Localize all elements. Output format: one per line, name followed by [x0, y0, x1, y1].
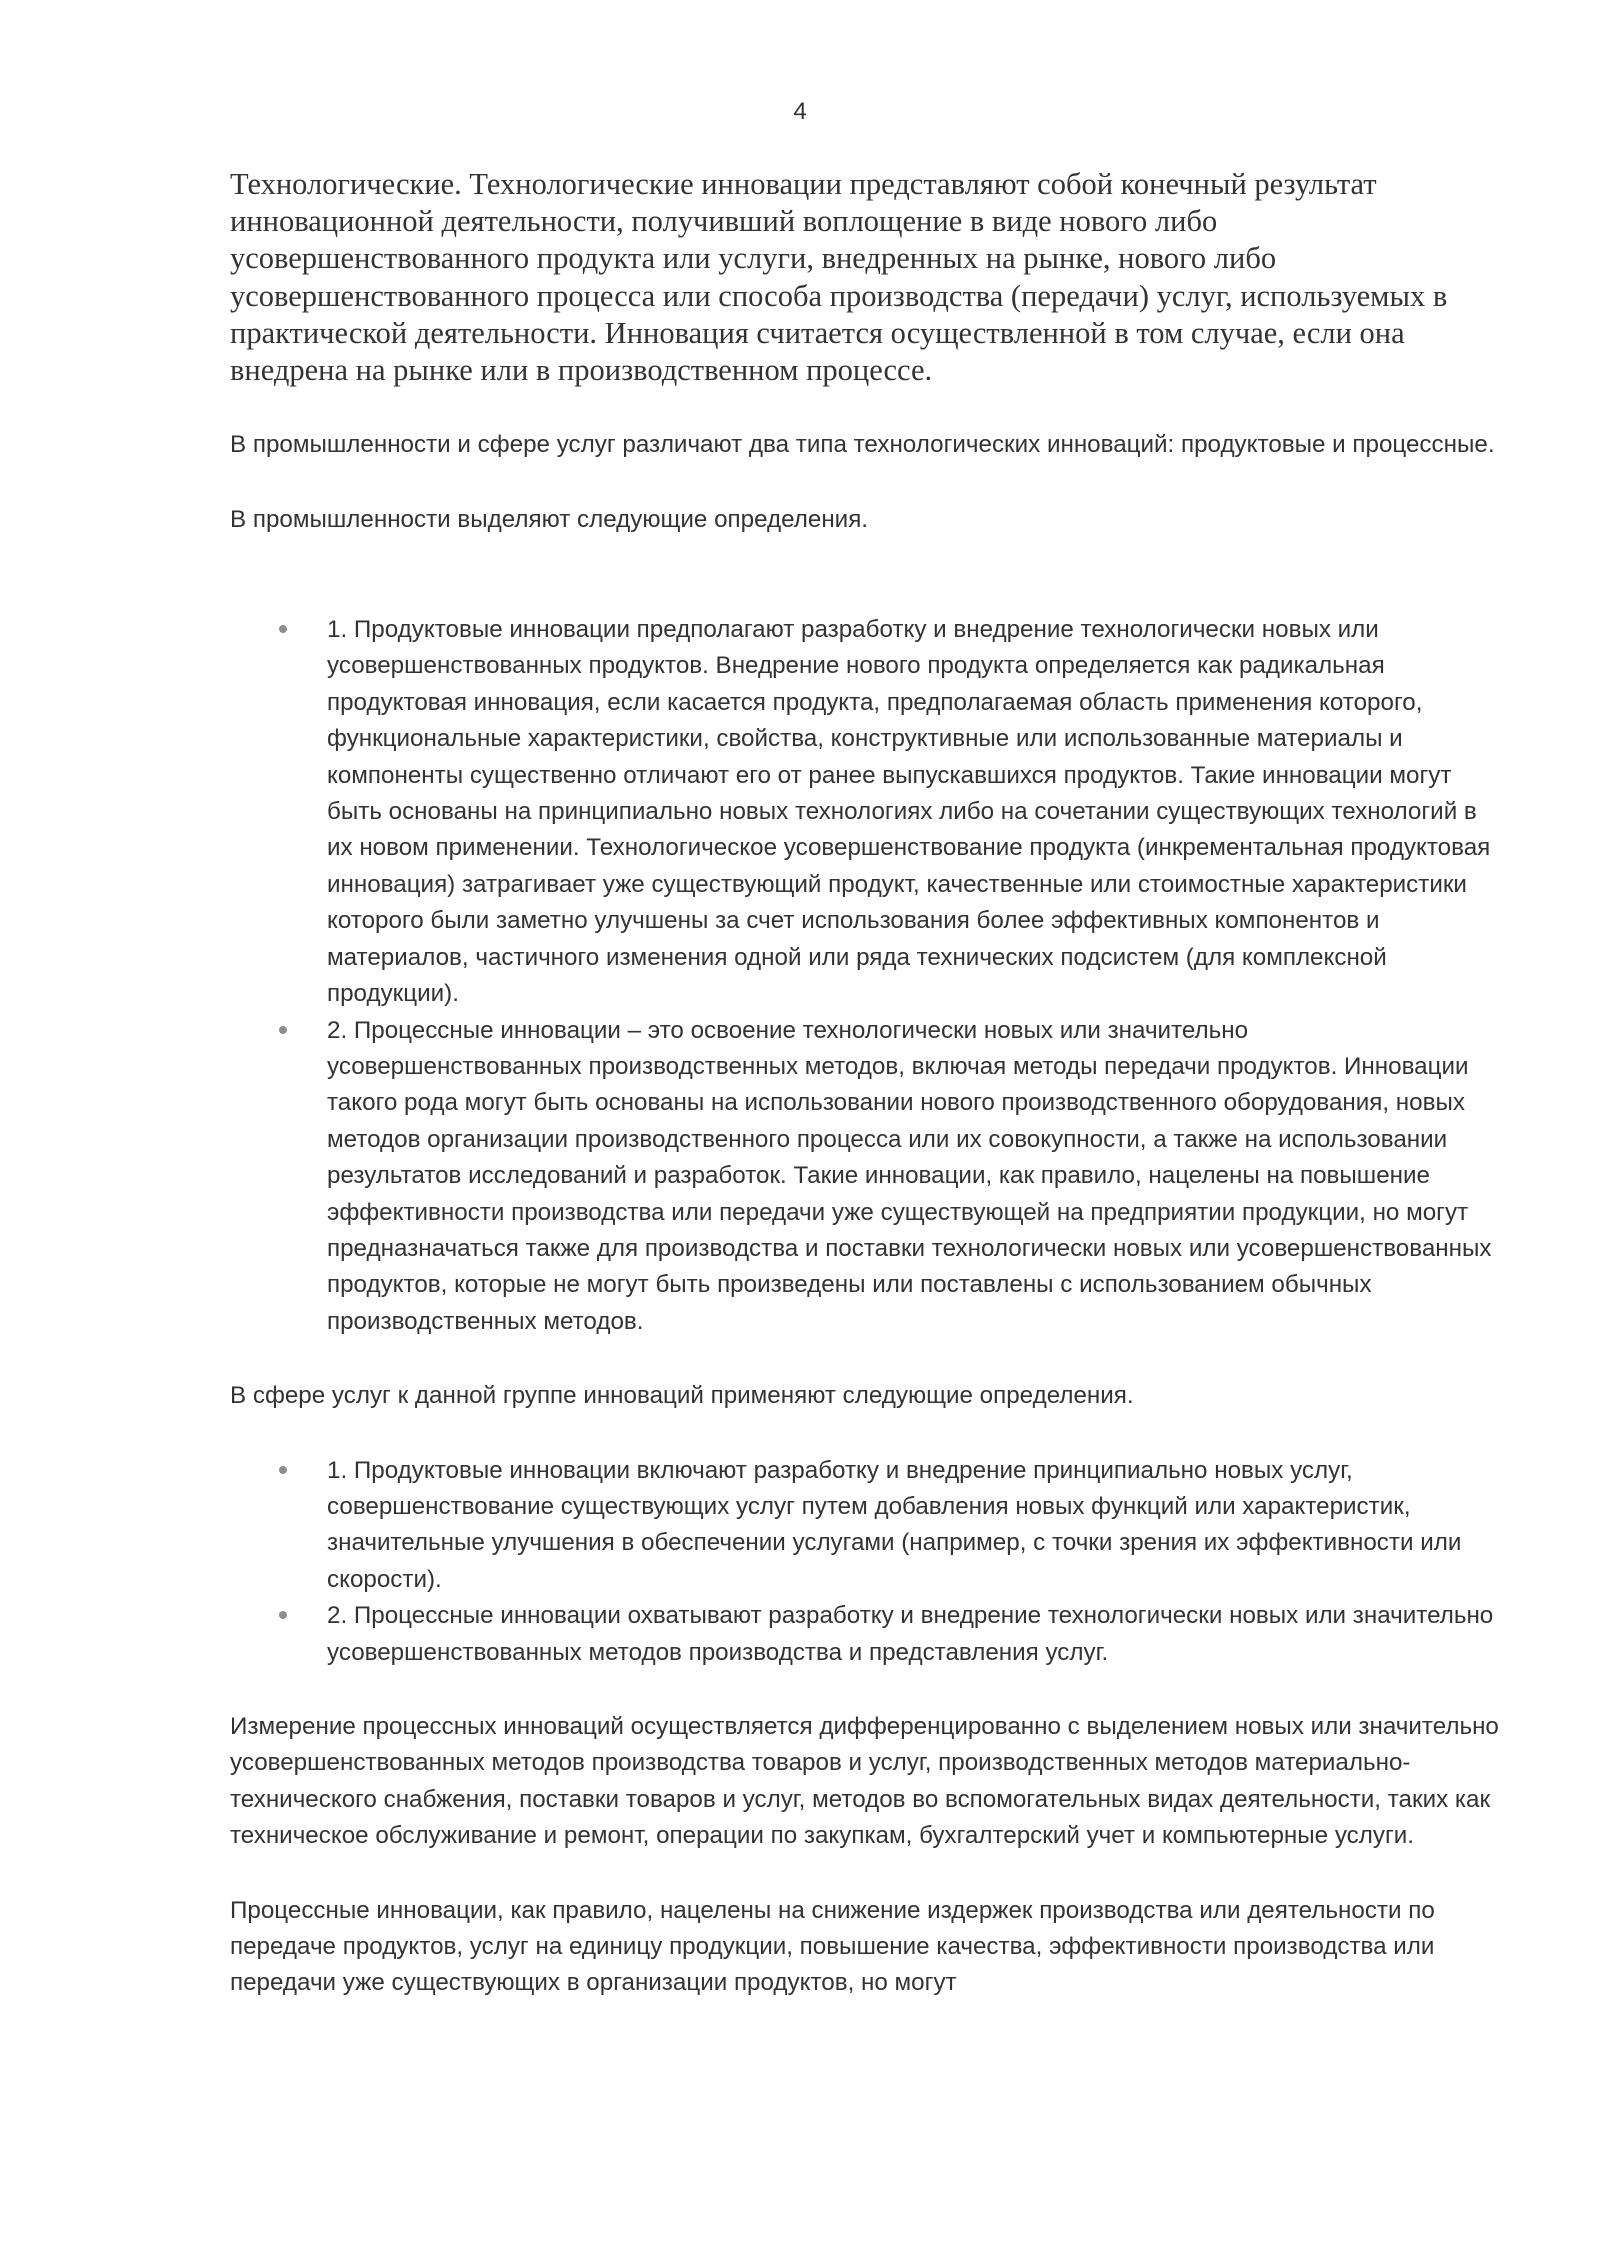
- bullet-icon: [279, 1026, 287, 1034]
- list-item: [327, 1598, 1500, 1671]
- list-item-text: 1. Продуктовые инновации предполагают разработку и внедрение технологически новых или усовершенствованных продуктов. Внедрение нового продукта определяется как радикальная продуктовая инновация, если касается продукта, предполагаемая область применения которого, функциональные характеристики, свойства, конструктивные или использованные материалы и компоненты существенно отличают его от ранее выпускавшихся продуктов. Такие инновации могут быть основаны на принципиально новых технологиях либо на сочетании существующих технологий в их новом применении. Технологическое усовершенствование продукта (инкрементальная продуктовая инновация) затрагивает уже существующий продукт, качественные или стоимостные характеристики которого были заметно улучшены за счет использования более эффективных компонентов и материалов, частичного изменения одной или ряда технических подсистем (для комплексной продукции).: [327, 616, 1491, 1008]
- list-item-text: 2. Процессные инновации – это освоение технологически новых или значительно усовершенствованных производственных методов, включая методы передачи продуктов. Инновации такого рода могут быть основаны на использовании нового производственного оборудования, новых методов организации производственного процесса или их совокупности, а также на использовании результатов исследований и разработок. Такие инновации, как правило, нацелены на повышение эффективности производства или передачи уже существующей на предприятии продукции, но могут предназначаться также для производства и поставки технологически новых или усовершенствованных продуктов, которые не могут быть произведены или поставлены с использованием обычных производственных методов.: [327, 1016, 1492, 1335]
- measurement-paragraph: Измерение процессных инноваций осуществляется дифференцированно с выделением новых или значительно усовершенствованных методов производства товаров и услуг, производственных методов материально-технического снабжения, поставки товаров и услуг, методов во вспомогательных видах деятельности, таких как техническое обслуживание и ремонт, операции по закупкам, бухгалтерский учет и компьютерные услуги.: [230, 1713, 1499, 1850]
- industry-intro-paragraph: В промышленности выделяют следующие определения.: [230, 505, 869, 533]
- process-goals-paragraph: Процессные инновации, как правило, нацелены на снижение издержек производства или деятельности по передаче продуктов, услуг на единицу продукции, повышение качества, эффективности производства или передачи уже существующих в организации продуктов, но могут: [230, 1896, 1435, 1997]
- industry-definitions-list: [230, 612, 1500, 1340]
- bullet-icon: [279, 1466, 287, 1474]
- page-number: 4: [793, 98, 807, 125]
- services-intro-paragraph: В сфере услуг к данной группе инноваций применяют следующие определения.: [230, 1382, 1134, 1410]
- list-item-text: 2. Процессные инновации охватывают разработку и внедрение технологически новых или значительно усовершенствованных методов производства и представления услуг.: [327, 1602, 1494, 1666]
- document-body: [230, 166, 1500, 2040]
- list-item: [327, 1013, 1500, 1341]
- lead-paragraph: Технологические. Технологические инновации представляют собой конечный результат инновационной деятельности, получивший воплощение в виде нового либо усовершенствованного продукта или услуги, внедренных на рынке, нового либо усовершенствованного процесса или способа производства (передачи) услуг, используемых в практической деятельности. Инновация считается осуществленной в том случае, если она внедрена на рынке или в производственном процессе.: [230, 167, 1448, 388]
- bullet-icon: [279, 625, 287, 633]
- list-item: [327, 1453, 1500, 1599]
- services-definitions-list: [230, 1453, 1500, 1671]
- list-item: [327, 612, 1500, 1012]
- list-item-text: 1. Продуктовые инновации включают разработку и внедрение принципиально новых услуг, совершенствование существующих услуг путем добавления новых функций или характеристик, значительные улучшения в обеспечении услугами (например, с точки зрения их эффективности или скорости).: [327, 1456, 1462, 1593]
- types-intro-paragraph: В промышленности и сфере услуг различают два типа технологических инноваций: продуктовые и процессные.: [230, 431, 1495, 459]
- bullet-icon: [279, 1611, 287, 1619]
